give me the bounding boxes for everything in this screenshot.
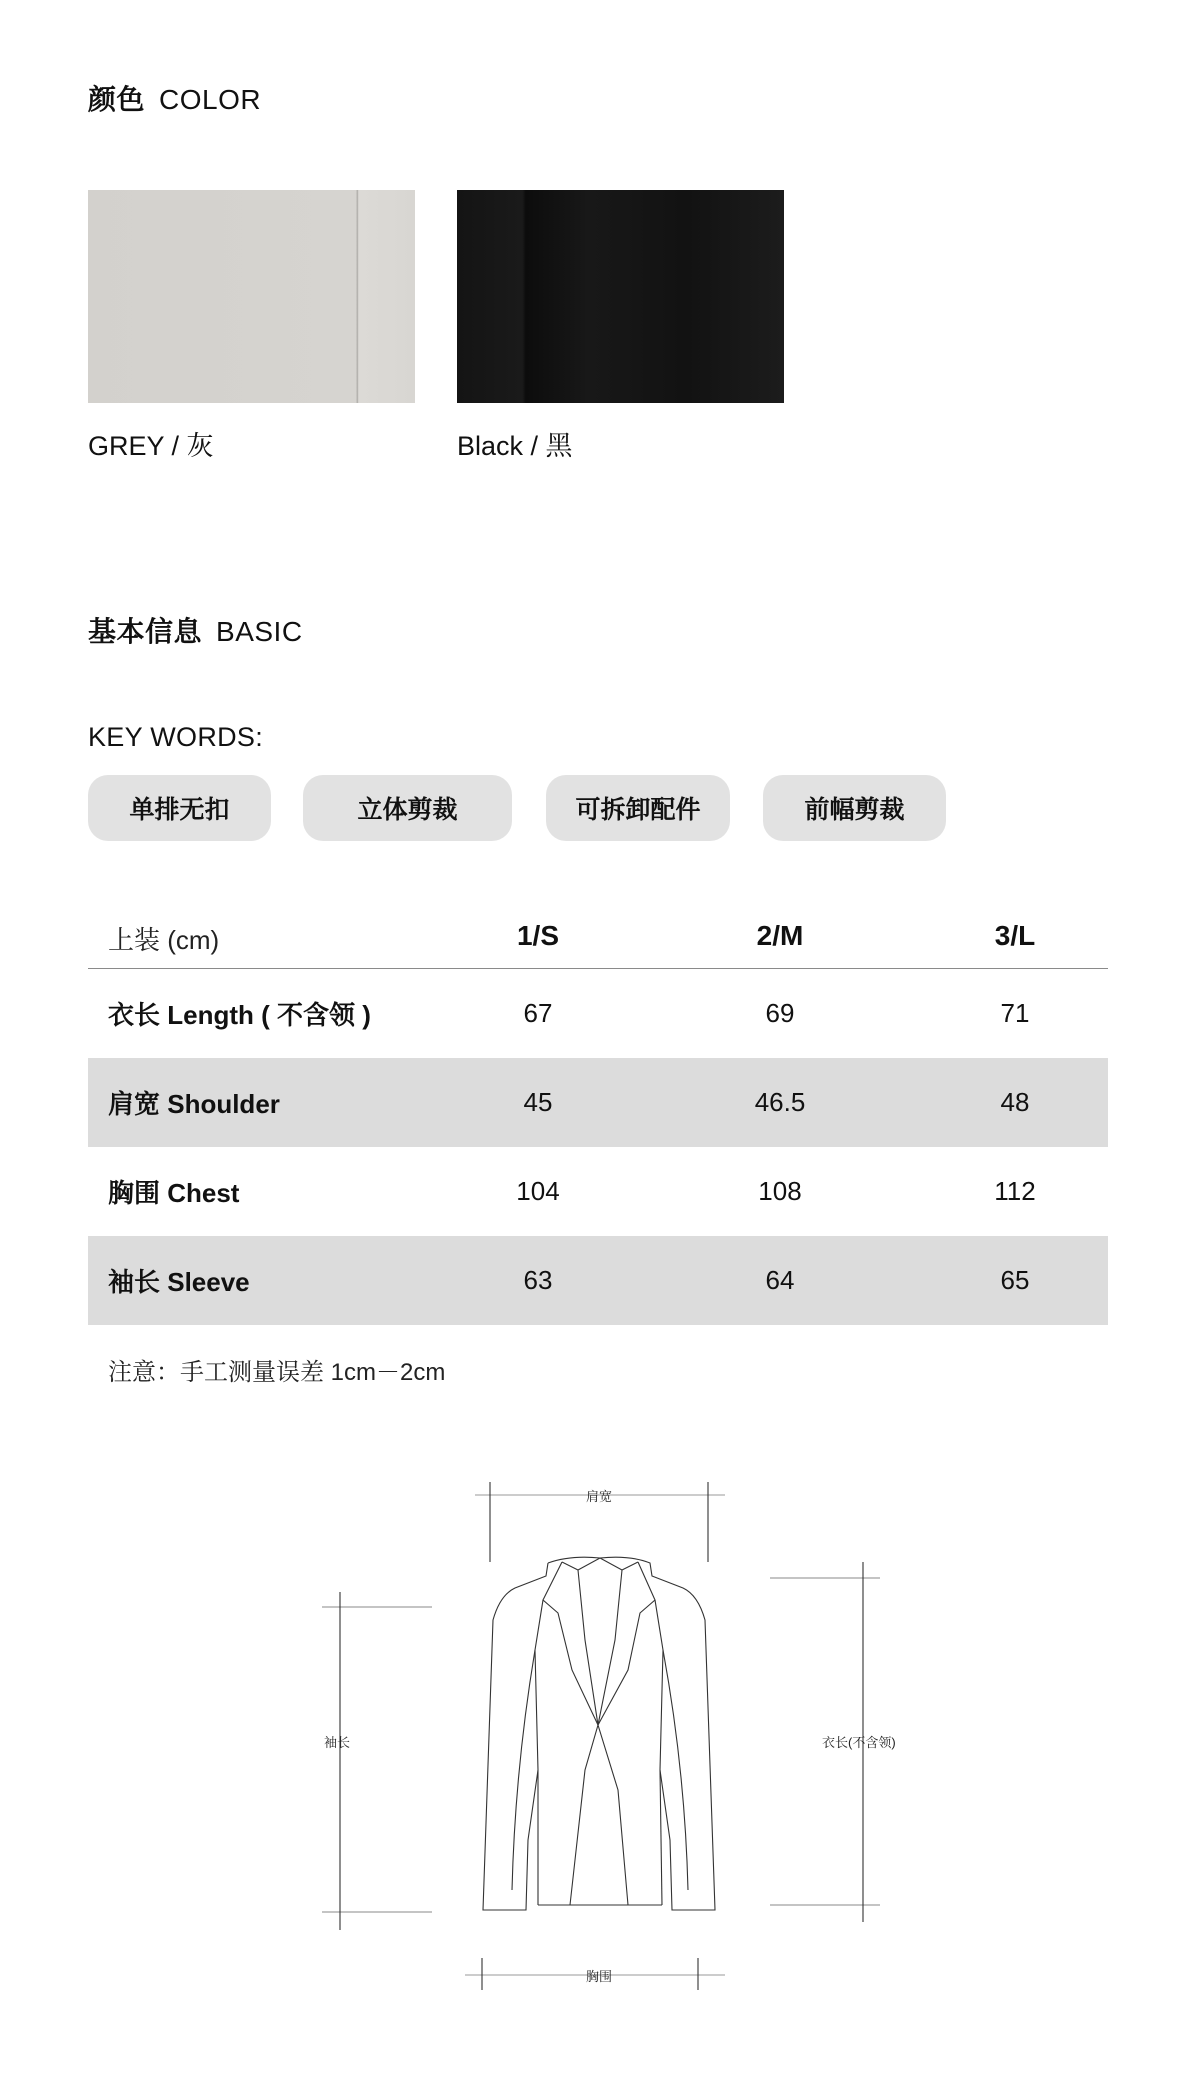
- table-row: [88, 1236, 1108, 1325]
- header-cell-size: 3/L: [994, 920, 1036, 951]
- header-cell-size: 1/S: [516, 920, 560, 951]
- keyword-tag: 单排无扣: [88, 775, 271, 841]
- table-cell: 45: [523, 1087, 553, 1117]
- diagram-label-sleeve: 袖长: [324, 1735, 351, 1750]
- header-cell-unit: 上装 (cm): [108, 925, 220, 955]
- table-cell: 104: [516, 1176, 560, 1206]
- diagram-label-shoulder: 肩宽: [586, 1489, 613, 1504]
- color-title-cn: 颜色: [88, 84, 146, 115]
- header-cell-size: 2/M: [756, 920, 804, 951]
- basic-title-en: BASIC: [216, 616, 303, 647]
- black-color-swatch[interactable]: [457, 190, 784, 403]
- table-cell: 108: [758, 1176, 802, 1206]
- table-cell: 69: [765, 998, 795, 1028]
- size-table: [88, 904, 1108, 1325]
- grey-swatch-label: GREY / 灰: [88, 431, 214, 461]
- row-label: 衣长 Length ( 不含领 ): [108, 1000, 371, 1030]
- table-cell: 67: [523, 998, 553, 1028]
- table-cell: 63: [523, 1265, 553, 1295]
- row-label: 胸围 Chest: [108, 1178, 240, 1208]
- keywords-heading: KEY WORDS:: [88, 722, 264, 752]
- table-cell: 46.5: [754, 1087, 806, 1117]
- basic-title-cn: 基本信息: [88, 616, 203, 647]
- keyword-tag: 前幅剪裁: [763, 775, 946, 841]
- table-cell: 65: [1000, 1265, 1030, 1295]
- table-cell: 48: [1000, 1087, 1030, 1117]
- row-label: 肩宽 Shoulder: [108, 1089, 280, 1119]
- table-cell: 112: [994, 1176, 1036, 1206]
- table-row: [88, 1147, 1108, 1236]
- diagram-label-chest: 胸围: [586, 1969, 613, 1984]
- color-section-title: [88, 78, 261, 118]
- jacket-illustration: [300, 1470, 900, 2030]
- grey-color-swatch[interactable]: [88, 190, 415, 403]
- keyword-tag: 可拆卸配件: [546, 775, 730, 841]
- keyword-tag: 立体剪裁: [303, 775, 512, 841]
- diagram-label-length: 衣长(不含领): [822, 1735, 896, 1750]
- measurement-note: 注意：手工测量误差 1cm－2cm: [108, 1359, 446, 1386]
- color-title-en: COLOR: [159, 84, 262, 115]
- table-row: [88, 969, 1108, 1058]
- table-header-row: [88, 904, 1108, 969]
- table-cell: 64: [765, 1265, 795, 1295]
- basic-section-title: [88, 610, 303, 650]
- table-cell: 71: [1000, 998, 1030, 1028]
- row-label: 袖长 Sleeve: [108, 1267, 250, 1297]
- measurement-diagram: [300, 1470, 900, 2030]
- table-row: [88, 1058, 1108, 1147]
- black-swatch-label: Black / 黑: [457, 431, 573, 461]
